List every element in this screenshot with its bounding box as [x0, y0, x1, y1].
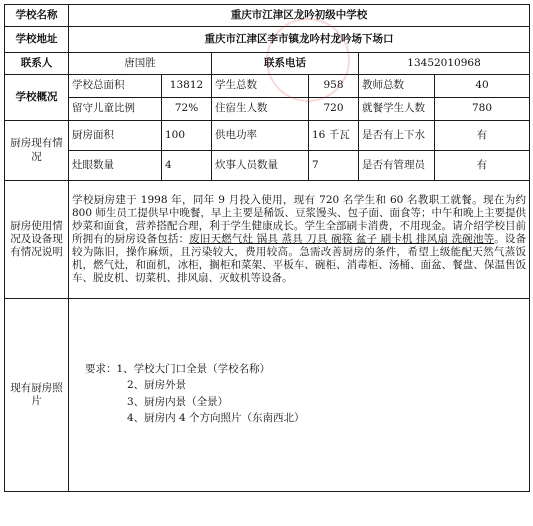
students-value: 958 — [309, 75, 359, 98]
photo-req-4: 4、厨房内 4 个方向照片（东南西北） — [127, 411, 305, 424]
diners-label: 就餐学生人数 — [359, 98, 435, 121]
photo-req-2: 2、厨房外景 — [127, 379, 187, 392]
students-label: 学生总数 — [212, 75, 309, 98]
diners-value: 780 — [435, 98, 530, 121]
cooks-value: 7 — [309, 151, 359, 181]
school-name-value: 重庆市江津区龙吟初级中学校 — [69, 5, 530, 27]
boarders-label: 住宿生人数 — [212, 98, 309, 121]
photos-area — [69, 299, 530, 492]
cooks-label: 炊事人员数量 — [212, 151, 309, 181]
school-kitchen-form — [4, 4, 530, 492]
overview-label: 学校概况 — [5, 75, 69, 121]
usage-text-2: 。设备较为陈旧，操作麻烦，且污染较大，费用较高。急需改善厨房的条件，希望上级能配天然气蒸饭机，燃气灶，和面机，冰柜，搁柜和菜架、平板车、碗柜、消毒柜、汤桶、面盆、餐盘、保温售饭车、脱皮机、切菜机、排风扇、灭蚊机等设备。 — [72, 232, 527, 285]
power-label: 供电功率 — [212, 121, 309, 151]
usage-description — [69, 181, 530, 299]
water-label: 是否有上下水 — [359, 121, 435, 151]
manager-label: 是否有管理员 — [359, 151, 435, 181]
photos-label: 现有厨房照片 — [5, 299, 69, 492]
contact-phone-label: 联系电话 — [212, 53, 359, 75]
teachers-label: 教师总数 — [359, 75, 435, 98]
school-name-label: 学校名称 — [5, 5, 69, 27]
photo-requirements — [85, 361, 305, 426]
stoves-value: 4 — [162, 151, 212, 181]
kitchen-area-label: 厨房面积 — [69, 121, 162, 151]
left-behind-value: 72% — [162, 98, 212, 121]
photo-req-3: 3、厨房内景（全景） — [127, 395, 229, 408]
school-address-label: 学校地址 — [5, 27, 69, 53]
boarders-value: 720 — [309, 98, 359, 121]
water-value: 有 — [435, 121, 530, 151]
area-label: 学校总面积 — [69, 75, 162, 98]
usage-label: 厨房使用情况及设备现有情况说明 — [5, 181, 69, 299]
stoves-label: 灶眼数量 — [69, 151, 162, 181]
school-address-value: 重庆市江津区李市镇龙吟村龙吟场下场口 — [69, 27, 530, 53]
photo-req-1: 要求：1、学校大门口全景（学校名称） — [85, 363, 271, 375]
kitchen-area-value: 100 — [162, 121, 212, 151]
power-value: 16 千瓦 — [309, 121, 359, 151]
teachers-value: 40 — [435, 75, 530, 98]
area-value: 13812 — [162, 75, 212, 98]
left-behind-label: 留守儿童比例 — [69, 98, 162, 121]
contact-label: 联系人 — [5, 53, 69, 75]
manager-value: 有 — [435, 151, 530, 181]
usage-equipment-list: 废旧天燃气灶 锅具 蒸具 刀具 碗筷 盆子 刷卡机 排风扇 洗碗池等 — [189, 232, 495, 245]
kitchen-label: 厨房现有情况 — [5, 121, 69, 181]
usage-text-1: 学校厨房建于 1998 年，同年 9 月投入使用，现有 720 名学生和 60 名教职工就餐。现在为约 800 师生员工提供早中晚餐，早上主要是稀饭、豆浆馒头、包子面、面食等；中午和晚上主要提供炒菜和面食，营养搭配合理，利于学生健康成长。学生全部刷卡消费，不用现金。请介绍学校目前所拥有的厨房设备包括： — [72, 193, 527, 245]
contact-name: 唐国胜 — [69, 53, 212, 75]
contact-phone: 13452010968 — [359, 53, 530, 75]
